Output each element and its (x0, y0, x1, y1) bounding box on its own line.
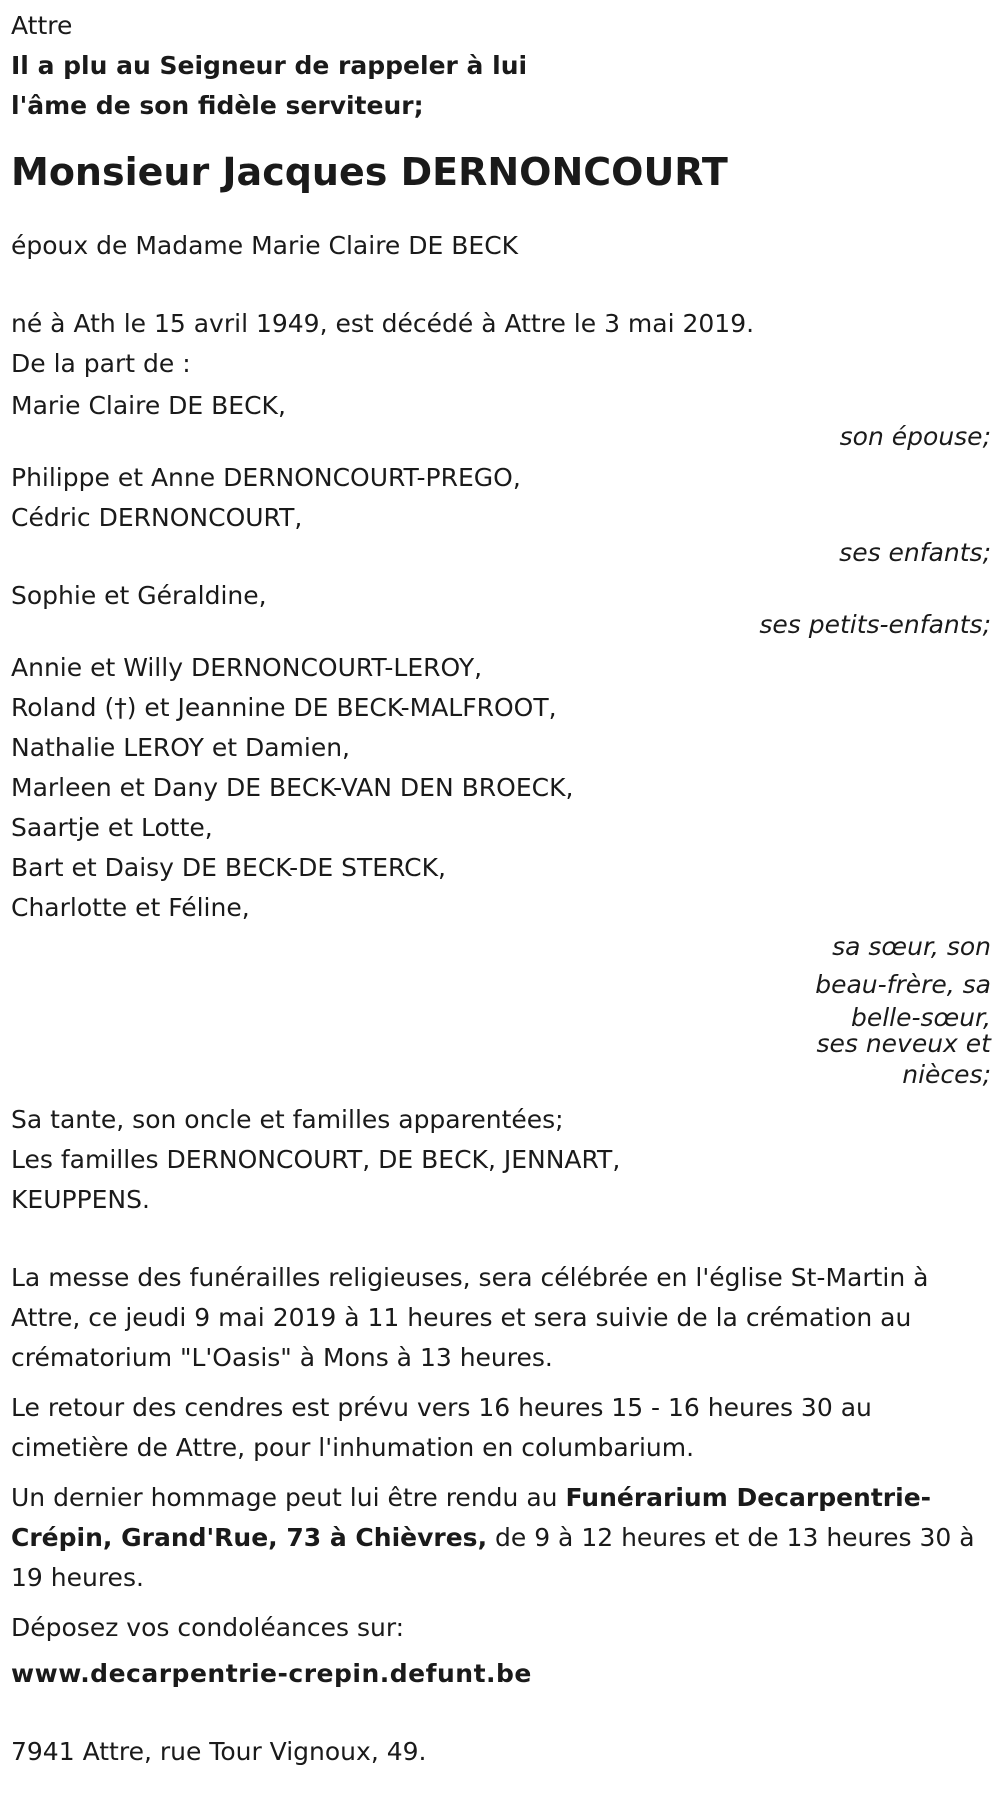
family-name: Saartje et Lotte, (11, 813, 213, 842)
siblings-relation (811, 928, 991, 1094)
family-name: Roland (†) et Jeannine DE BECK-MALFROOT, (11, 693, 557, 722)
relation-line: beau-frère, sa (815, 970, 991, 999)
mass-paragraph: La messe des funérailles religieuses, sera célébrée en l'église St-Martin à Attre, ce jeudi 9 mai 2019 à 11 heures et sera suivie de la crémation au crématorium "L'Oasis" à Mons à 13 heures. (11, 1263, 929, 1372)
family-intro: De la part de : (11, 349, 191, 378)
deceased-name: Monsieur Jacques DERNONCOURT (11, 150, 728, 194)
family-name: Bart et Daisy DE BECK-DE STERCK, (11, 853, 446, 882)
family-name: Sophie et Géraldine, (11, 581, 267, 610)
birth-death-line: né à Ath le 15 avril 1949, est décédé à Attre le 3 mai 2019. (11, 309, 755, 338)
family-group-children (11, 458, 991, 566)
family-relation: ses petits-enfants; (759, 610, 991, 639)
obituary-notice (11, 6, 991, 1772)
family-name: Annie et Willy DERNONCOURT-LEROY, (11, 653, 483, 682)
family-name: KEUPPENS. (11, 1185, 150, 1214)
funerarium-address: Funérarium Decarpentrie-Crépin, Grand'Rue, 73 à Chièvres, (11, 1483, 932, 1552)
family-name: Charlotte et Féline, (11, 893, 250, 922)
intro-line-2: l'âme de son fidèle serviteur; (11, 91, 424, 120)
relation-line: belle-sœur, (850, 1003, 991, 1032)
place-name: Attre (11, 11, 73, 40)
family-group-siblings (11, 648, 991, 1094)
spouse-line: époux de Madame Marie Claire DE BECK (11, 231, 519, 260)
family-name: Sa tante, son oncle et familles apparentées; (11, 1105, 564, 1134)
family-name: Philippe et Anne DERNONCOURT-PREGO, (11, 463, 521, 492)
family-name: Cédric DERNONCOURT, (11, 503, 303, 532)
family-name: Nathalie LEROY et Damien, (11, 733, 351, 762)
intro-line-1: Il a plu au Seigneur de rappeler à lui (11, 51, 528, 80)
family-group-others (11, 1100, 991, 1220)
family-relation: ses enfants; (839, 538, 991, 567)
tribute-paragraph (11, 1478, 991, 1598)
relation-line: ses neveux et (816, 1029, 991, 1058)
family-name: Marie Claire DE BECK, (11, 391, 286, 420)
tribute-prefix: Un dernier hommage peut lui être rendu au (11, 1483, 566, 1512)
family-group-grandchildren (11, 576, 991, 638)
family-group-spouse (11, 386, 991, 450)
ashes-paragraph: Le retour des cendres est prévu vers 16 heures 15 - 16 heures 30 au cimetière de Attre, pour l'inhumation en columbarium. (11, 1393, 872, 1462)
relation-line: sa sœur, son (832, 932, 991, 961)
home-address: 7941 Attre, rue Tour Vignoux, 49. (11, 1737, 427, 1766)
condolences-website-link[interactable]: www.decarpentrie-crepin.defunt.be (11, 1659, 532, 1688)
relation-line: nièces; (902, 1060, 991, 1089)
family-relation: son épouse; (839, 422, 991, 451)
condolences-label: Déposez vos condoléances sur: (11, 1613, 405, 1642)
family-name: Marleen et Dany DE BECK-VAN DEN BROECK, (11, 773, 574, 802)
family-name: Les familles DERNONCOURT, DE BECK, JENNART, (11, 1145, 621, 1174)
tribute-hours: de 9 à 12 heures et de 13 heures 30 à 19 heures. (11, 1523, 975, 1592)
